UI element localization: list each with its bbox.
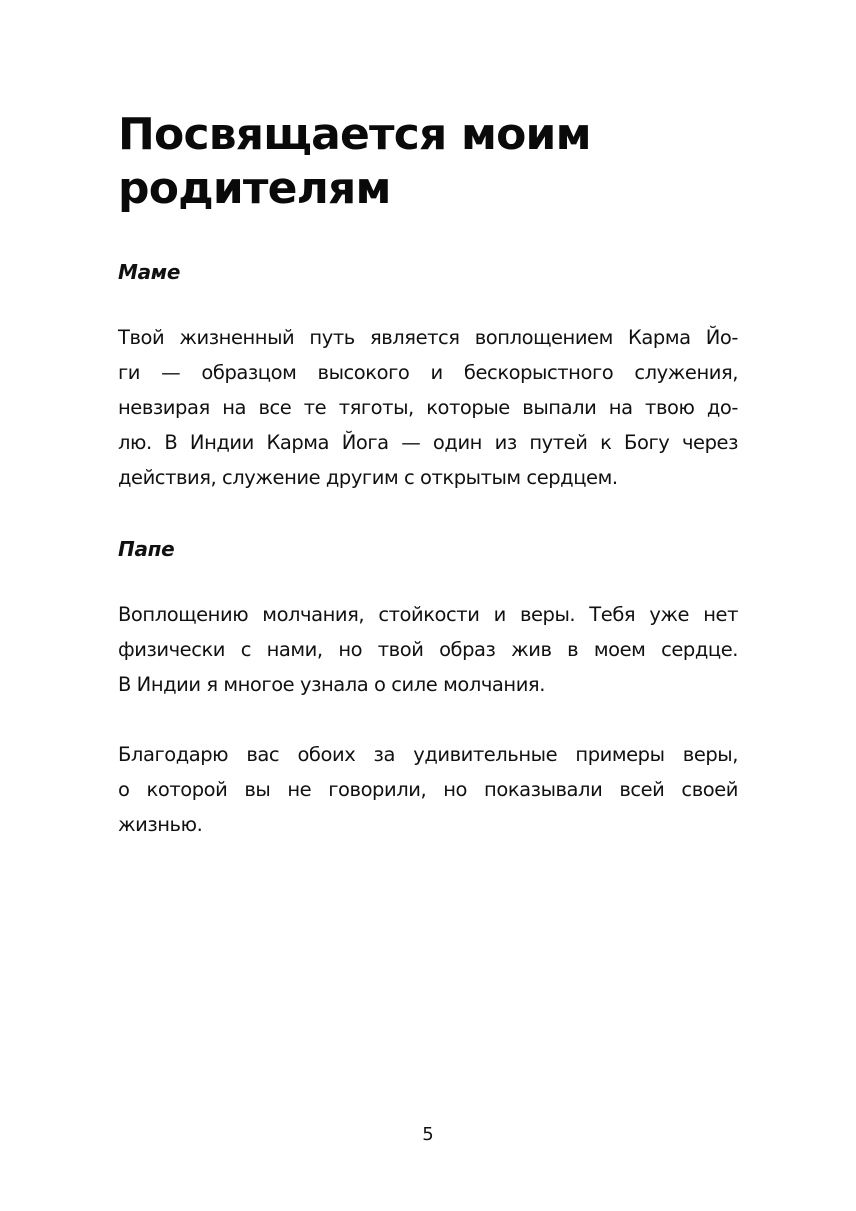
text-line: действия, служение другим с открытым сердцем. bbox=[118, 466, 618, 489]
text-line: В Индии я многое узнала о силе молчания. bbox=[118, 673, 545, 696]
text-line: лю. В Индии Карма Йога — один из путей к Богу через bbox=[118, 431, 738, 454]
title-line: родителям bbox=[118, 163, 391, 214]
page-number: 5 bbox=[422, 1124, 434, 1145]
text-line: физически с нами, но твой образ жив в моем сердце. bbox=[118, 638, 738, 661]
text-line: Благодарю вас обоих за удивительные примеры веры, bbox=[118, 743, 738, 766]
title-line: Посвящается моим bbox=[118, 109, 591, 160]
paragraph-mom bbox=[118, 320, 738, 495]
section-heading-mom: Маме bbox=[118, 260, 181, 284]
text-line: Воплощению молчания, стойкости и веры. Тебя уже нет bbox=[118, 603, 738, 626]
paragraph-closing bbox=[118, 737, 738, 842]
text-line: ги — образцом высокого и бескорыстного служения, bbox=[118, 361, 738, 384]
text-line: Твой жизненный путь является воплощением Карма Йо- bbox=[118, 326, 738, 349]
text-line: невзирая на все те тяготы, которые выпали на твою до- bbox=[118, 396, 738, 419]
paragraph-dad bbox=[118, 597, 738, 702]
text-line: о которой вы не говорили, но показывали всей своей bbox=[118, 778, 738, 801]
dedication-content bbox=[118, 108, 738, 842]
text-line: жизнью. bbox=[118, 813, 203, 836]
section-heading-dad: Папе bbox=[118, 537, 175, 561]
page-title bbox=[118, 108, 738, 216]
